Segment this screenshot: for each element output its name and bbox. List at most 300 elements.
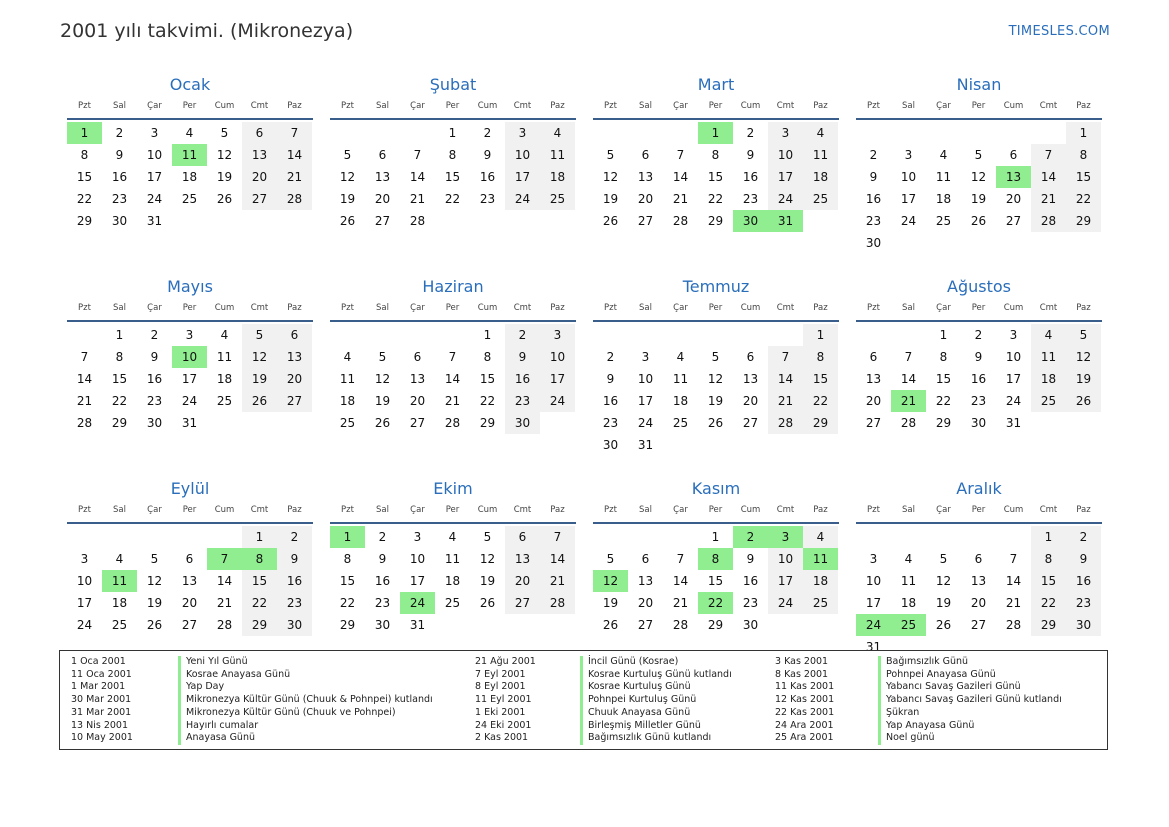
day-cell[interactable]: 16 xyxy=(479,170,496,184)
day-cell[interactable]: 24 xyxy=(637,416,654,430)
day-cell[interactable]: 10 xyxy=(540,346,575,368)
day-cell[interactable]: 18 xyxy=(540,166,575,188)
day-cell[interactable]: 9 xyxy=(378,552,387,566)
day-cell[interactable]: 26 xyxy=(1066,390,1101,412)
day-cell[interactable]: 22 xyxy=(707,192,724,206)
day-cell[interactable]: 24 xyxy=(505,188,540,210)
day-cell[interactable]: 5 xyxy=(1066,324,1101,346)
day-cell[interactable]: 26 xyxy=(602,618,619,632)
day-cell[interactable]: 15 xyxy=(803,368,838,390)
day-cell[interactable]: 29 xyxy=(1066,210,1101,232)
day-cell[interactable]: 30 xyxy=(505,412,540,434)
day-cell[interactable]: 23 xyxy=(146,394,163,408)
holiday-day-cell[interactable]: 30 xyxy=(733,210,768,232)
day-cell[interactable]: 3 xyxy=(1009,328,1018,342)
day-cell[interactable]: 19 xyxy=(339,192,356,206)
day-cell[interactable]: 17 xyxy=(1005,372,1022,386)
day-cell[interactable]: 26 xyxy=(935,618,952,632)
day-cell[interactable]: 8 xyxy=(343,552,352,566)
day-cell[interactable]: 30 xyxy=(111,214,128,228)
day-cell[interactable]: 11 xyxy=(339,372,356,386)
day-cell[interactable]: 3 xyxy=(641,350,650,364)
day-cell[interactable]: 19 xyxy=(602,596,619,610)
day-cell[interactable]: 6 xyxy=(185,552,194,566)
day-cell[interactable]: 21 xyxy=(76,394,93,408)
day-cell[interactable]: 6 xyxy=(974,552,983,566)
day-cell[interactable]: 7 xyxy=(80,350,89,364)
day-cell[interactable]: 14 xyxy=(1031,166,1066,188)
day-cell[interactable]: 3 xyxy=(505,122,540,144)
day-cell[interactable]: 17 xyxy=(505,166,540,188)
day-cell[interactable]: 19 xyxy=(146,596,163,610)
day-cell[interactable]: 13 xyxy=(505,548,540,570)
day-cell[interactable]: 29 xyxy=(242,614,277,636)
day-cell[interactable]: 22 xyxy=(339,596,356,610)
day-cell[interactable]: 2 xyxy=(483,126,492,140)
day-cell[interactable]: 5 xyxy=(711,350,720,364)
day-cell[interactable]: 27 xyxy=(637,214,654,228)
day-cell[interactable]: 27 xyxy=(181,618,198,632)
day-cell[interactable]: 1 xyxy=(448,126,457,140)
day-cell[interactable]: 22 xyxy=(1066,188,1101,210)
day-cell[interactable]: 28 xyxy=(768,412,803,434)
day-cell[interactable]: 31 xyxy=(146,214,163,228)
day-cell[interactable]: 25 xyxy=(672,416,689,430)
day-cell[interactable]: 23 xyxy=(742,192,759,206)
day-cell[interactable]: 20 xyxy=(970,596,987,610)
day-cell[interactable]: 4 xyxy=(540,122,575,144)
day-cell[interactable]: 6 xyxy=(378,148,387,162)
day-cell[interactable]: 3 xyxy=(80,552,89,566)
day-cell[interactable]: 18 xyxy=(111,596,128,610)
day-cell[interactable]: 4 xyxy=(115,552,124,566)
day-cell[interactable]: 21 xyxy=(768,390,803,412)
day-cell[interactable]: 31 xyxy=(865,640,882,654)
day-cell[interactable]: 14 xyxy=(768,368,803,390)
day-cell[interactable]: 9 xyxy=(115,148,124,162)
day-cell[interactable]: 3 xyxy=(150,126,159,140)
day-cell[interactable]: 26 xyxy=(339,214,356,228)
day-cell[interactable]: 16 xyxy=(146,372,163,386)
day-cell[interactable]: 23 xyxy=(111,192,128,206)
day-cell[interactable]: 18 xyxy=(803,166,838,188)
holiday-day-cell[interactable]: 8 xyxy=(698,548,733,570)
day-cell[interactable]: 5 xyxy=(242,324,277,346)
holiday-day-cell[interactable]: 11 xyxy=(102,570,137,592)
day-cell[interactable]: 22 xyxy=(111,394,128,408)
day-cell[interactable]: 1 xyxy=(939,328,948,342)
day-cell[interactable]: 17 xyxy=(76,596,93,610)
day-cell[interactable]: 25 xyxy=(803,592,838,614)
holiday-day-cell[interactable]: 24 xyxy=(856,614,891,636)
day-cell[interactable]: 30 xyxy=(602,438,619,452)
holiday-day-cell[interactable]: 22 xyxy=(698,592,733,614)
holiday-day-cell[interactable]: 2 xyxy=(733,526,768,548)
day-cell[interactable]: 19 xyxy=(479,574,496,588)
day-cell[interactable]: 20 xyxy=(865,394,882,408)
day-cell[interactable]: 14 xyxy=(900,372,917,386)
day-cell[interactable]: 2 xyxy=(746,126,755,140)
day-cell[interactable]: 29 xyxy=(935,416,952,430)
day-cell[interactable]: 5 xyxy=(343,148,352,162)
day-cell[interactable]: 29 xyxy=(803,412,838,434)
day-cell[interactable]: 15 xyxy=(339,574,356,588)
day-cell[interactable]: 28 xyxy=(540,592,575,614)
day-cell[interactable]: 22 xyxy=(479,394,496,408)
holiday-day-cell[interactable]: 25 xyxy=(891,614,926,636)
day-cell[interactable]: 16 xyxy=(742,170,759,184)
day-cell[interactable]: 12 xyxy=(970,170,987,184)
day-cell[interactable]: 11 xyxy=(216,350,233,364)
day-cell[interactable]: 10 xyxy=(505,144,540,166)
holiday-day-cell[interactable]: 21 xyxy=(891,390,926,412)
day-cell[interactable]: 8 xyxy=(939,350,948,364)
day-cell[interactable]: 1 xyxy=(1031,526,1066,548)
day-cell[interactable]: 24 xyxy=(768,188,803,210)
day-cell[interactable]: 17 xyxy=(637,394,654,408)
day-cell[interactable]: 17 xyxy=(146,170,163,184)
day-cell[interactable]: 20 xyxy=(1005,192,1022,206)
day-cell[interactable]: 29 xyxy=(111,416,128,430)
day-cell[interactable]: 14 xyxy=(672,170,689,184)
day-cell[interactable]: 25 xyxy=(339,416,356,430)
day-cell[interactable]: 2 xyxy=(505,324,540,346)
day-cell[interactable]: 20 xyxy=(742,394,759,408)
day-cell[interactable]: 11 xyxy=(672,372,689,386)
day-cell[interactable]: 23 xyxy=(1066,592,1101,614)
day-cell[interactable]: 17 xyxy=(409,574,426,588)
day-cell[interactable]: 4 xyxy=(185,126,194,140)
day-cell[interactable]: 10 xyxy=(900,170,917,184)
day-cell[interactable]: 26 xyxy=(242,390,277,412)
day-cell[interactable]: 26 xyxy=(970,214,987,228)
day-cell[interactable]: 28 xyxy=(900,416,917,430)
day-cell[interactable]: 3 xyxy=(185,328,194,342)
day-cell[interactable]: 16 xyxy=(505,368,540,390)
day-cell[interactable]: 6 xyxy=(505,526,540,548)
holiday-day-cell[interactable]: 24 xyxy=(400,592,435,614)
holiday-day-cell[interactable]: 11 xyxy=(172,144,207,166)
day-cell[interactable]: 8 xyxy=(1031,548,1066,570)
day-cell[interactable]: 24 xyxy=(900,214,917,228)
day-cell[interactable]: 3 xyxy=(413,530,422,544)
day-cell[interactable]: 22 xyxy=(1031,592,1066,614)
day-cell[interactable]: 9 xyxy=(483,148,492,162)
day-cell[interactable]: 12 xyxy=(602,170,619,184)
day-cell[interactable]: 6 xyxy=(242,122,277,144)
day-cell[interactable]: 19 xyxy=(374,394,391,408)
day-cell[interactable]: 15 xyxy=(111,372,128,386)
day-cell[interactable]: 28 xyxy=(672,214,689,228)
day-cell[interactable]: 27 xyxy=(742,416,759,430)
day-cell[interactable]: 13 xyxy=(277,346,312,368)
day-cell[interactable]: 23 xyxy=(742,596,759,610)
day-cell[interactable]: 2 xyxy=(150,328,159,342)
day-cell[interactable]: 14 xyxy=(444,372,461,386)
day-cell[interactable]: 9 xyxy=(746,552,755,566)
day-cell[interactable]: 9 xyxy=(505,346,540,368)
day-cell[interactable]: 21 xyxy=(540,570,575,592)
day-cell[interactable]: 11 xyxy=(1031,346,1066,368)
day-cell[interactable]: 4 xyxy=(939,148,948,162)
day-cell[interactable]: 1 xyxy=(1066,122,1101,144)
day-cell[interactable]: 19 xyxy=(935,596,952,610)
day-cell[interactable]: 11 xyxy=(935,170,952,184)
day-cell[interactable]: 4 xyxy=(343,350,352,364)
day-cell[interactable]: 7 xyxy=(676,148,685,162)
day-cell[interactable]: 31 xyxy=(637,438,654,452)
day-cell[interactable]: 10 xyxy=(409,552,426,566)
day-cell[interactable]: 5 xyxy=(974,148,983,162)
day-cell[interactable]: 17 xyxy=(900,192,917,206)
brand-link[interactable]: TIMESLES.COM xyxy=(1008,24,1110,39)
day-cell[interactable]: 9 xyxy=(606,372,615,386)
day-cell[interactable]: 18 xyxy=(216,372,233,386)
day-cell[interactable]: 24 xyxy=(1005,394,1022,408)
day-cell[interactable]: 2 xyxy=(1066,526,1101,548)
day-cell[interactable]: 13 xyxy=(242,144,277,166)
day-cell[interactable]: 13 xyxy=(865,372,882,386)
day-cell[interactable]: 2 xyxy=(277,526,312,548)
day-cell[interactable]: 31 xyxy=(409,618,426,632)
day-cell[interactable]: 27 xyxy=(374,214,391,228)
day-cell[interactable]: 29 xyxy=(76,214,93,228)
day-cell[interactable]: 10 xyxy=(146,148,163,162)
day-cell[interactable]: 1 xyxy=(803,324,838,346)
day-cell[interactable]: 4 xyxy=(448,530,457,544)
day-cell[interactable]: 14 xyxy=(409,170,426,184)
day-cell[interactable]: 6 xyxy=(869,350,878,364)
day-cell[interactable]: 4 xyxy=(803,122,838,144)
day-cell[interactable]: 28 xyxy=(1005,618,1022,632)
day-cell[interactable]: 26 xyxy=(216,192,233,206)
day-cell[interactable]: 15 xyxy=(242,570,277,592)
day-cell[interactable]: 6 xyxy=(413,350,422,364)
day-cell[interactable]: 15 xyxy=(935,372,952,386)
day-cell[interactable]: 12 xyxy=(374,372,391,386)
day-cell[interactable]: 23 xyxy=(970,394,987,408)
day-cell[interactable]: 24 xyxy=(76,618,93,632)
day-cell[interactable]: 20 xyxy=(505,570,540,592)
day-cell[interactable]: 28 xyxy=(1031,210,1066,232)
day-cell[interactable]: 29 xyxy=(707,214,724,228)
day-cell[interactable]: 18 xyxy=(339,394,356,408)
day-cell[interactable]: 7 xyxy=(676,552,685,566)
day-cell[interactable]: 27 xyxy=(242,188,277,210)
day-cell[interactable]: 30 xyxy=(865,236,882,250)
day-cell[interactable]: 27 xyxy=(865,416,882,430)
day-cell[interactable]: 29 xyxy=(339,618,356,632)
day-cell[interactable]: 10 xyxy=(768,548,803,570)
day-cell[interactable]: 7 xyxy=(448,350,457,364)
day-cell[interactable]: 18 xyxy=(935,192,952,206)
day-cell[interactable]: 8 xyxy=(115,350,124,364)
day-cell[interactable]: 17 xyxy=(768,166,803,188)
day-cell[interactable]: 21 xyxy=(277,166,312,188)
day-cell[interactable]: 13 xyxy=(970,574,987,588)
day-cell[interactable]: 15 xyxy=(707,574,724,588)
day-cell[interactable]: 10 xyxy=(865,574,882,588)
day-cell[interactable]: 14 xyxy=(277,144,312,166)
day-cell[interactable]: 28 xyxy=(672,618,689,632)
day-cell[interactable]: 19 xyxy=(1066,368,1101,390)
day-cell[interactable]: 21 xyxy=(1031,188,1066,210)
day-cell[interactable]: 22 xyxy=(76,192,93,206)
day-cell[interactable]: 16 xyxy=(970,372,987,386)
day-cell[interactable]: 14 xyxy=(540,548,575,570)
day-cell[interactable]: 21 xyxy=(409,192,426,206)
day-cell[interactable]: 17 xyxy=(865,596,882,610)
day-cell[interactable]: 7 xyxy=(1031,144,1066,166)
holiday-day-cell[interactable]: 1 xyxy=(330,526,365,548)
day-cell[interactable]: 24 xyxy=(181,394,198,408)
day-cell[interactable]: 15 xyxy=(444,170,461,184)
day-cell[interactable]: 5 xyxy=(483,530,492,544)
day-cell[interactable]: 17 xyxy=(540,368,575,390)
day-cell[interactable]: 15 xyxy=(707,170,724,184)
day-cell[interactable]: 13 xyxy=(637,170,654,184)
day-cell[interactable]: 3 xyxy=(869,552,878,566)
day-cell[interactable]: 14 xyxy=(216,574,233,588)
day-cell[interactable]: 30 xyxy=(146,416,163,430)
day-cell[interactable]: 13 xyxy=(374,170,391,184)
day-cell[interactable]: 20 xyxy=(181,596,198,610)
day-cell[interactable]: 20 xyxy=(242,166,277,188)
day-cell[interactable]: 8 xyxy=(711,148,720,162)
day-cell[interactable]: 28 xyxy=(216,618,233,632)
day-cell[interactable]: 22 xyxy=(242,592,277,614)
day-cell[interactable]: 13 xyxy=(409,372,426,386)
day-cell[interactable]: 15 xyxy=(1066,166,1101,188)
day-cell[interactable]: 20 xyxy=(637,192,654,206)
day-cell[interactable]: 23 xyxy=(374,596,391,610)
holiday-day-cell[interactable]: 1 xyxy=(698,122,733,144)
day-cell[interactable]: 30 xyxy=(742,618,759,632)
day-cell[interactable]: 24 xyxy=(768,592,803,614)
day-cell[interactable]: 13 xyxy=(181,574,198,588)
day-cell[interactable]: 6 xyxy=(641,148,650,162)
day-cell[interactable]: 26 xyxy=(146,618,163,632)
day-cell[interactable]: 9 xyxy=(974,350,983,364)
day-cell[interactable]: 5 xyxy=(606,148,615,162)
day-cell[interactable]: 12 xyxy=(1066,346,1101,368)
day-cell[interactable]: 27 xyxy=(970,618,987,632)
day-cell[interactable]: 21 xyxy=(672,192,689,206)
day-cell[interactable]: 22 xyxy=(803,390,838,412)
day-cell[interactable]: 12 xyxy=(339,170,356,184)
day-cell[interactable]: 1 xyxy=(242,526,277,548)
day-cell[interactable]: 18 xyxy=(1031,368,1066,390)
day-cell[interactable]: 6 xyxy=(641,552,650,566)
day-cell[interactable]: 2 xyxy=(606,350,615,364)
day-cell[interactable]: 21 xyxy=(672,596,689,610)
day-cell[interactable]: 29 xyxy=(707,618,724,632)
day-cell[interactable]: 4 xyxy=(1031,324,1066,346)
day-cell[interactable]: 9 xyxy=(1066,548,1101,570)
day-cell[interactable]: 28 xyxy=(277,188,312,210)
day-cell[interactable]: 9 xyxy=(746,148,755,162)
day-cell[interactable]: 14 xyxy=(672,574,689,588)
day-cell[interactable]: 5 xyxy=(150,552,159,566)
day-cell[interactable]: 27 xyxy=(409,416,426,430)
day-cell[interactable]: 22 xyxy=(444,192,461,206)
day-cell[interactable]: 23 xyxy=(479,192,496,206)
day-cell[interactable]: 15 xyxy=(479,372,496,386)
holiday-day-cell[interactable]: 31 xyxy=(768,210,803,232)
day-cell[interactable]: 19 xyxy=(970,192,987,206)
day-cell[interactable]: 16 xyxy=(1066,570,1101,592)
day-cell[interactable]: 4 xyxy=(803,526,838,548)
day-cell[interactable]: 31 xyxy=(181,416,198,430)
day-cell[interactable]: 27 xyxy=(277,390,312,412)
day-cell[interactable]: 6 xyxy=(746,350,755,364)
day-cell[interactable]: 11 xyxy=(540,144,575,166)
day-cell[interactable]: 25 xyxy=(111,618,128,632)
day-cell[interactable]: 31 xyxy=(1005,416,1022,430)
day-cell[interactable]: 8 xyxy=(1066,144,1101,166)
day-cell[interactable]: 8 xyxy=(483,350,492,364)
day-cell[interactable]: 25 xyxy=(803,188,838,210)
day-cell[interactable]: 20 xyxy=(277,368,312,390)
day-cell[interactable]: 21 xyxy=(216,596,233,610)
day-cell[interactable]: 25 xyxy=(540,188,575,210)
day-cell[interactable]: 4 xyxy=(220,328,229,342)
day-cell[interactable]: 2 xyxy=(974,328,983,342)
day-cell[interactable]: 12 xyxy=(146,574,163,588)
day-cell[interactable]: 10 xyxy=(637,372,654,386)
day-cell[interactable]: 17 xyxy=(181,372,198,386)
day-cell[interactable]: 25 xyxy=(935,214,952,228)
day-cell[interactable]: 16 xyxy=(865,192,882,206)
day-cell[interactable]: 20 xyxy=(374,192,391,206)
day-cell[interactable]: 16 xyxy=(742,574,759,588)
day-cell[interactable]: 1 xyxy=(711,530,720,544)
day-cell[interactable]: 26 xyxy=(479,596,496,610)
day-cell[interactable]: 7 xyxy=(277,122,312,144)
day-cell[interactable]: 12 xyxy=(479,552,496,566)
day-cell[interactable]: 11 xyxy=(900,574,917,588)
day-cell[interactable]: 25 xyxy=(216,394,233,408)
day-cell[interactable]: 19 xyxy=(707,394,724,408)
day-cell[interactable]: 28 xyxy=(444,416,461,430)
day-cell[interactable]: 2 xyxy=(115,126,124,140)
day-cell[interactable]: 19 xyxy=(602,192,619,206)
day-cell[interactable]: 3 xyxy=(768,122,803,144)
day-cell[interactable]: 18 xyxy=(900,596,917,610)
day-cell[interactable]: 1 xyxy=(115,328,124,342)
holiday-day-cell[interactable]: 13 xyxy=(996,166,1031,188)
day-cell[interactable]: 23 xyxy=(277,592,312,614)
day-cell[interactable]: 7 xyxy=(904,350,913,364)
day-cell[interactable]: 18 xyxy=(181,170,198,184)
day-cell[interactable]: 16 xyxy=(374,574,391,588)
day-cell[interactable]: 27 xyxy=(637,618,654,632)
day-cell[interactable]: 10 xyxy=(768,144,803,166)
day-cell[interactable]: 9 xyxy=(150,350,159,364)
day-cell[interactable]: 16 xyxy=(277,570,312,592)
day-cell[interactable]: 18 xyxy=(444,574,461,588)
holiday-day-cell[interactable]: 12 xyxy=(593,570,628,592)
day-cell[interactable]: 9 xyxy=(869,170,878,184)
day-cell[interactable]: 29 xyxy=(1031,614,1066,636)
day-cell[interactable]: 10 xyxy=(76,574,93,588)
day-cell[interactable]: 28 xyxy=(409,214,426,228)
day-cell[interactable]: 6 xyxy=(1009,148,1018,162)
day-cell[interactable]: 19 xyxy=(216,170,233,184)
day-cell[interactable]: 14 xyxy=(1005,574,1022,588)
holiday-day-cell[interactable]: 8 xyxy=(242,548,277,570)
day-cell[interactable]: 10 xyxy=(1005,350,1022,364)
